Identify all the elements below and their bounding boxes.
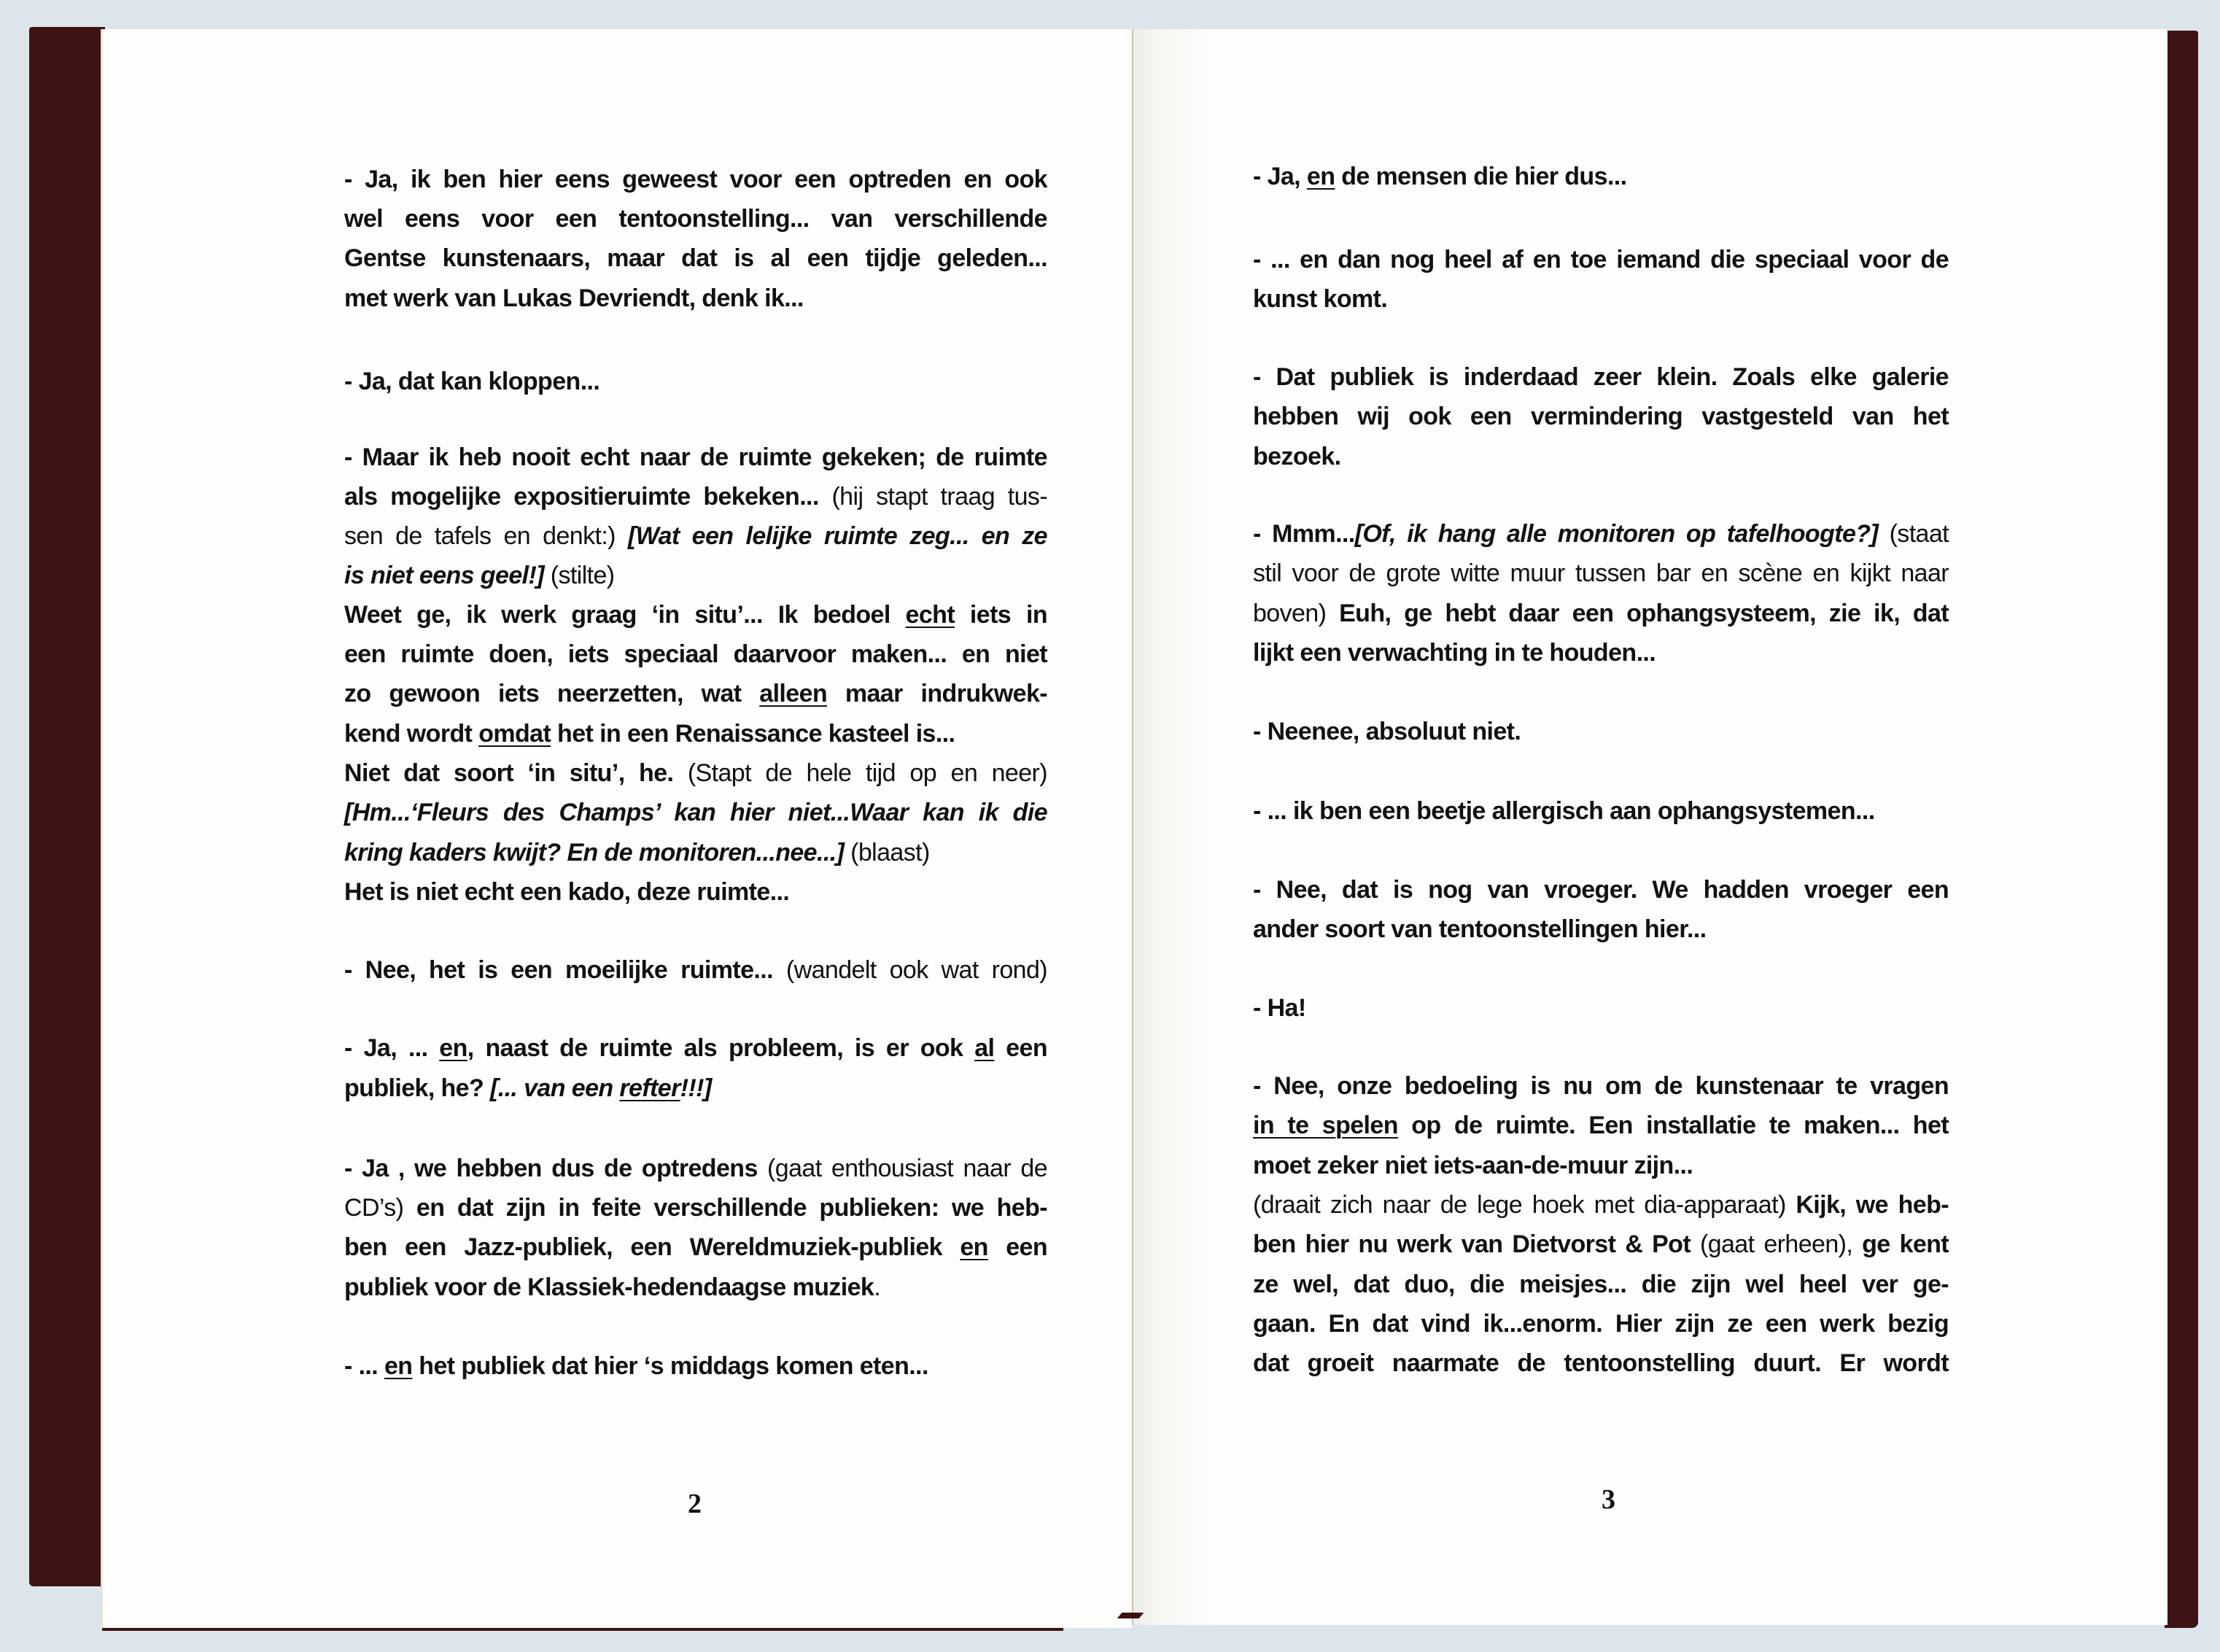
thought-text: is niet eens geel!]	[344, 562, 544, 589]
dialogue-text: echt	[905, 601, 955, 629]
text-line	[344, 1034, 1047, 1063]
dialogue-text: - Ja,	[1253, 163, 1307, 190]
dialogue-text: hebben wij ook een vermindering vastgesteld van het	[1253, 403, 1949, 430]
dialogue-text: alleen	[759, 680, 828, 707]
book-cover-right-edge	[2165, 31, 2198, 1628]
text-line	[1253, 1270, 1949, 1299]
dialogue-text: lijkt een verwachting in te houden...	[1253, 639, 1656, 667]
stage-direction-text: (blaast)	[844, 839, 930, 866]
dialogue-text: Het is niet echt een kado, deze ruimte...	[344, 878, 790, 906]
text-line	[1253, 1111, 1949, 1140]
dialogue-text: een	[987, 1233, 1047, 1261]
text-line	[1253, 1151, 1693, 1180]
dialogue-text: - Dat publiek is inderdaad zeer klein. Zoals elke galerie	[1253, 363, 1949, 391]
text-line	[1253, 599, 1949, 628]
text-line	[344, 877, 789, 907]
stage-direction-text: CD’s)	[344, 1194, 404, 1222]
dialogue-text: Gentse kunstenaars, maar dat is al een tijdje geleden...	[344, 244, 1047, 272]
text-line	[344, 600, 1047, 629]
dialogue-text: en	[439, 1034, 467, 1062]
text-line	[1253, 1230, 1949, 1259]
dialogue-text: publiek, he?	[344, 1074, 491, 1102]
dialogue-text: - Ja, ik ben hier eens geweest voor een optreden en ook	[344, 166, 1047, 193]
dialogue-text: de mensen die hier dus...	[1335, 163, 1627, 190]
dialogue-text: als mogelijke expositieruimte bekeken...	[344, 483, 819, 511]
thought-text: kring kaders kwijt? En de monitoren...nee...]	[344, 839, 845, 866]
dialogue-text: al	[974, 1034, 995, 1062]
dialogue-text: Euh, ge hebt daar een ophangsysteem, zie ik, dat	[1326, 600, 1949, 627]
text-line	[344, 443, 1047, 472]
dialogue-text: ge kent	[1852, 1230, 1949, 1258]
text-line	[1253, 1349, 1949, 1378]
thought-text: [... van een	[490, 1074, 620, 1102]
text-line	[1253, 362, 1949, 392]
text-line	[344, 1233, 1047, 1262]
stage-direction-text: (gaat erheen),	[1691, 1230, 1853, 1258]
dialogue-text: en	[960, 1233, 988, 1261]
stage-direction-text: (draait zich naar de lege hoek met dia-apparaat)	[1253, 1191, 1786, 1219]
text-line	[1253, 717, 1521, 746]
text-line	[1253, 442, 1341, 471]
dialogue-text: - Ja, dat kan kloppen...	[344, 368, 600, 395]
text-line	[344, 798, 1047, 827]
dialogue-text: maar indrukwek-	[827, 680, 1048, 707]
dialogue-text: publiek voor de Klassiek-hedendaagse muziek	[344, 1273, 874, 1301]
dialogue-text: het in een Renaissance kasteel is...	[551, 720, 955, 748]
text-line	[1253, 875, 1949, 904]
dialogue-text: - Maar ik heb nooit echt naar de ruimte gekeken; de ruimte	[344, 443, 1047, 471]
dialogue-text: dat groeit naarmate de tentoonstelling duurt. Er wordt	[1253, 1349, 1949, 1377]
stage-direction-text: (gaat enthousiast naar de	[757, 1155, 1048, 1182]
text-line	[1253, 1071, 1949, 1101]
thought-text: [Wat een lelijke ruimte zeg... en ze	[627, 522, 1047, 550]
stage-direction-text: sen de tafels en denkt:)	[344, 522, 628, 550]
dialogue-text: en dat zijn in feite verschillende publieken: we heb-	[403, 1194, 1047, 1222]
dialogue-text: - Mmm...	[1253, 520, 1355, 548]
text-line	[344, 955, 1047, 985]
dialogue-text: kunst komt.	[1253, 285, 1388, 313]
thought-text: [Hm...‘Fleurs des Champs’ kan hier niet...Waar kan ik die	[344, 799, 1047, 826]
text-line	[1253, 245, 1949, 274]
dialogue-text: Niet dat soort ‘in situ’, he.	[344, 759, 674, 787]
stage-direction-text: (hij stapt traag tus-	[818, 483, 1047, 511]
text-line	[344, 640, 1047, 669]
stage-direction-text: (Stapt de hele tijd op en neer)	[673, 759, 1047, 787]
page-number-left: 2	[688, 1489, 702, 1519]
dialogue-text: en	[384, 1352, 413, 1380]
text-line	[344, 1074, 712, 1103]
text-line	[1253, 915, 1707, 944]
stage-direction-text: boven)	[1253, 600, 1327, 627]
text-line	[344, 759, 1047, 788]
dialogue-text: - Ja , we hebben dus de optredens	[344, 1155, 758, 1182]
text-line	[1253, 162, 1626, 191]
text-line	[344, 679, 1047, 708]
dialogue-text: een ruimte doen, iets speciaal daarvoor maken... en niet	[344, 640, 1047, 668]
dialogue-text: met werk van Lukas Devriendt, denk ik...	[344, 284, 804, 312]
dialogue-text: iets in	[955, 601, 1047, 629]
dialogue-text: moet zeker niet iets-aan-de-muur zijn...	[1253, 1152, 1693, 1179]
text-line	[344, 284, 804, 313]
text-line	[1253, 993, 1306, 1023]
text-line	[344, 1273, 880, 1302]
dialogue-text: - Nee, dat is nog van vroeger. We hadden vroeger een	[1253, 876, 1949, 904]
text-line	[344, 367, 599, 396]
thought-text: [Of, ik hang alle monitoren op tafelhoogte?]	[1354, 520, 1879, 548]
text-line	[344, 1352, 928, 1381]
dialogue-text: Kijk, we heb-	[1785, 1191, 1949, 1219]
dialogue-text: , naast de ruimte als probleem, is er ook	[467, 1034, 975, 1062]
text-line	[344, 165, 1047, 194]
dialogue-text: wel eens voor een tentoonstelling... van verschillende	[344, 205, 1047, 233]
dialogue-text: het publiek dat hier ‘s middags komen eten...	[412, 1352, 928, 1380]
text-line	[344, 244, 1047, 273]
dialogue-text: - Ha!	[1253, 994, 1306, 1022]
dialogue-text: - Nee, onze bedoeling is nu om de kunstenaar te vragen	[1253, 1072, 1949, 1100]
dialogue-text: - ...	[344, 1352, 384, 1380]
dialogue-text: kend wordt	[344, 720, 479, 748]
stage-direction-text: (staat	[1878, 520, 1949, 548]
dialogue-text: ander soort van tentoonstellingen hier...	[1253, 915, 1707, 943]
dialogue-text: in te spelen	[1253, 1112, 1398, 1139]
thought-text: !!!]	[680, 1074, 712, 1102]
dialogue-text: ben een Jazz-publiek, een Wereldmuziek-publiek	[344, 1233, 960, 1261]
stage-direction-text: (wandelt ook wat rond)	[772, 956, 1047, 984]
dialogue-text: - Neenee, absoluut niet.	[1253, 718, 1521, 745]
dialogue-text: ben hier nu werk van Dietvorst & Pot	[1253, 1230, 1691, 1258]
page-number-right: 3	[1602, 1484, 1615, 1515]
text-line	[344, 719, 955, 748]
text-line	[1253, 519, 1949, 548]
thought-text: refter	[619, 1074, 680, 1102]
text-line	[344, 1154, 1047, 1183]
text-line	[1253, 284, 1387, 314]
dialogue-text: - Nee, het is een moeilijke ruimte...	[344, 956, 773, 984]
dialogue-text: Weet ge, ik werk graag ‘in situ’... Ik bedoel	[344, 601, 906, 629]
dialogue-text: - ... en dan nog heel af en toe iemand die speciaal voor de	[1253, 246, 1949, 274]
book-cover-left-edge	[29, 27, 105, 1586]
dialogue-text: gaan. En dat vind ik...enorm. Hier zijn ze een werk bezig	[1253, 1310, 1949, 1338]
text-line	[1253, 559, 1949, 588]
text-line	[1253, 402, 1949, 431]
dialogue-text: op de ruimte. Een installatie te maken... het	[1397, 1112, 1949, 1139]
text-line	[1253, 1309, 1949, 1338]
text-line	[344, 1193, 1047, 1222]
dialogue-text: zo gewoon iets neerzetten, wat	[344, 680, 760, 707]
text-line	[344, 838, 930, 867]
dialogue-text: omdat	[478, 720, 551, 748]
text-line	[344, 561, 615, 590]
dialogue-text: - Ja, ...	[344, 1034, 440, 1062]
dialogue-text: en	[1306, 163, 1335, 190]
text-line	[344, 521, 1047, 551]
dialogue-text: - ... ik ben een beetje allergisch aan ophangsystemen...	[1253, 797, 1875, 825]
text-line	[1253, 638, 1656, 667]
text-line	[344, 482, 1047, 511]
dialogue-text: bezoek.	[1253, 443, 1341, 470]
text-line	[1253, 796, 1875, 826]
dialogue-text: een	[994, 1034, 1047, 1062]
text-line	[1253, 1190, 1949, 1219]
stage-direction-text: (stilte)	[543, 562, 615, 589]
text-line	[344, 204, 1047, 233]
stage-direction-text: stil voor de grote witte muur tussen bar en scène en kijkt naar	[1253, 559, 1949, 587]
stage-direction-text: .	[874, 1273, 881, 1301]
dialogue-text: ze wel, dat duo, die meisjes... die zijn wel heel ver ge-	[1253, 1271, 1949, 1298]
